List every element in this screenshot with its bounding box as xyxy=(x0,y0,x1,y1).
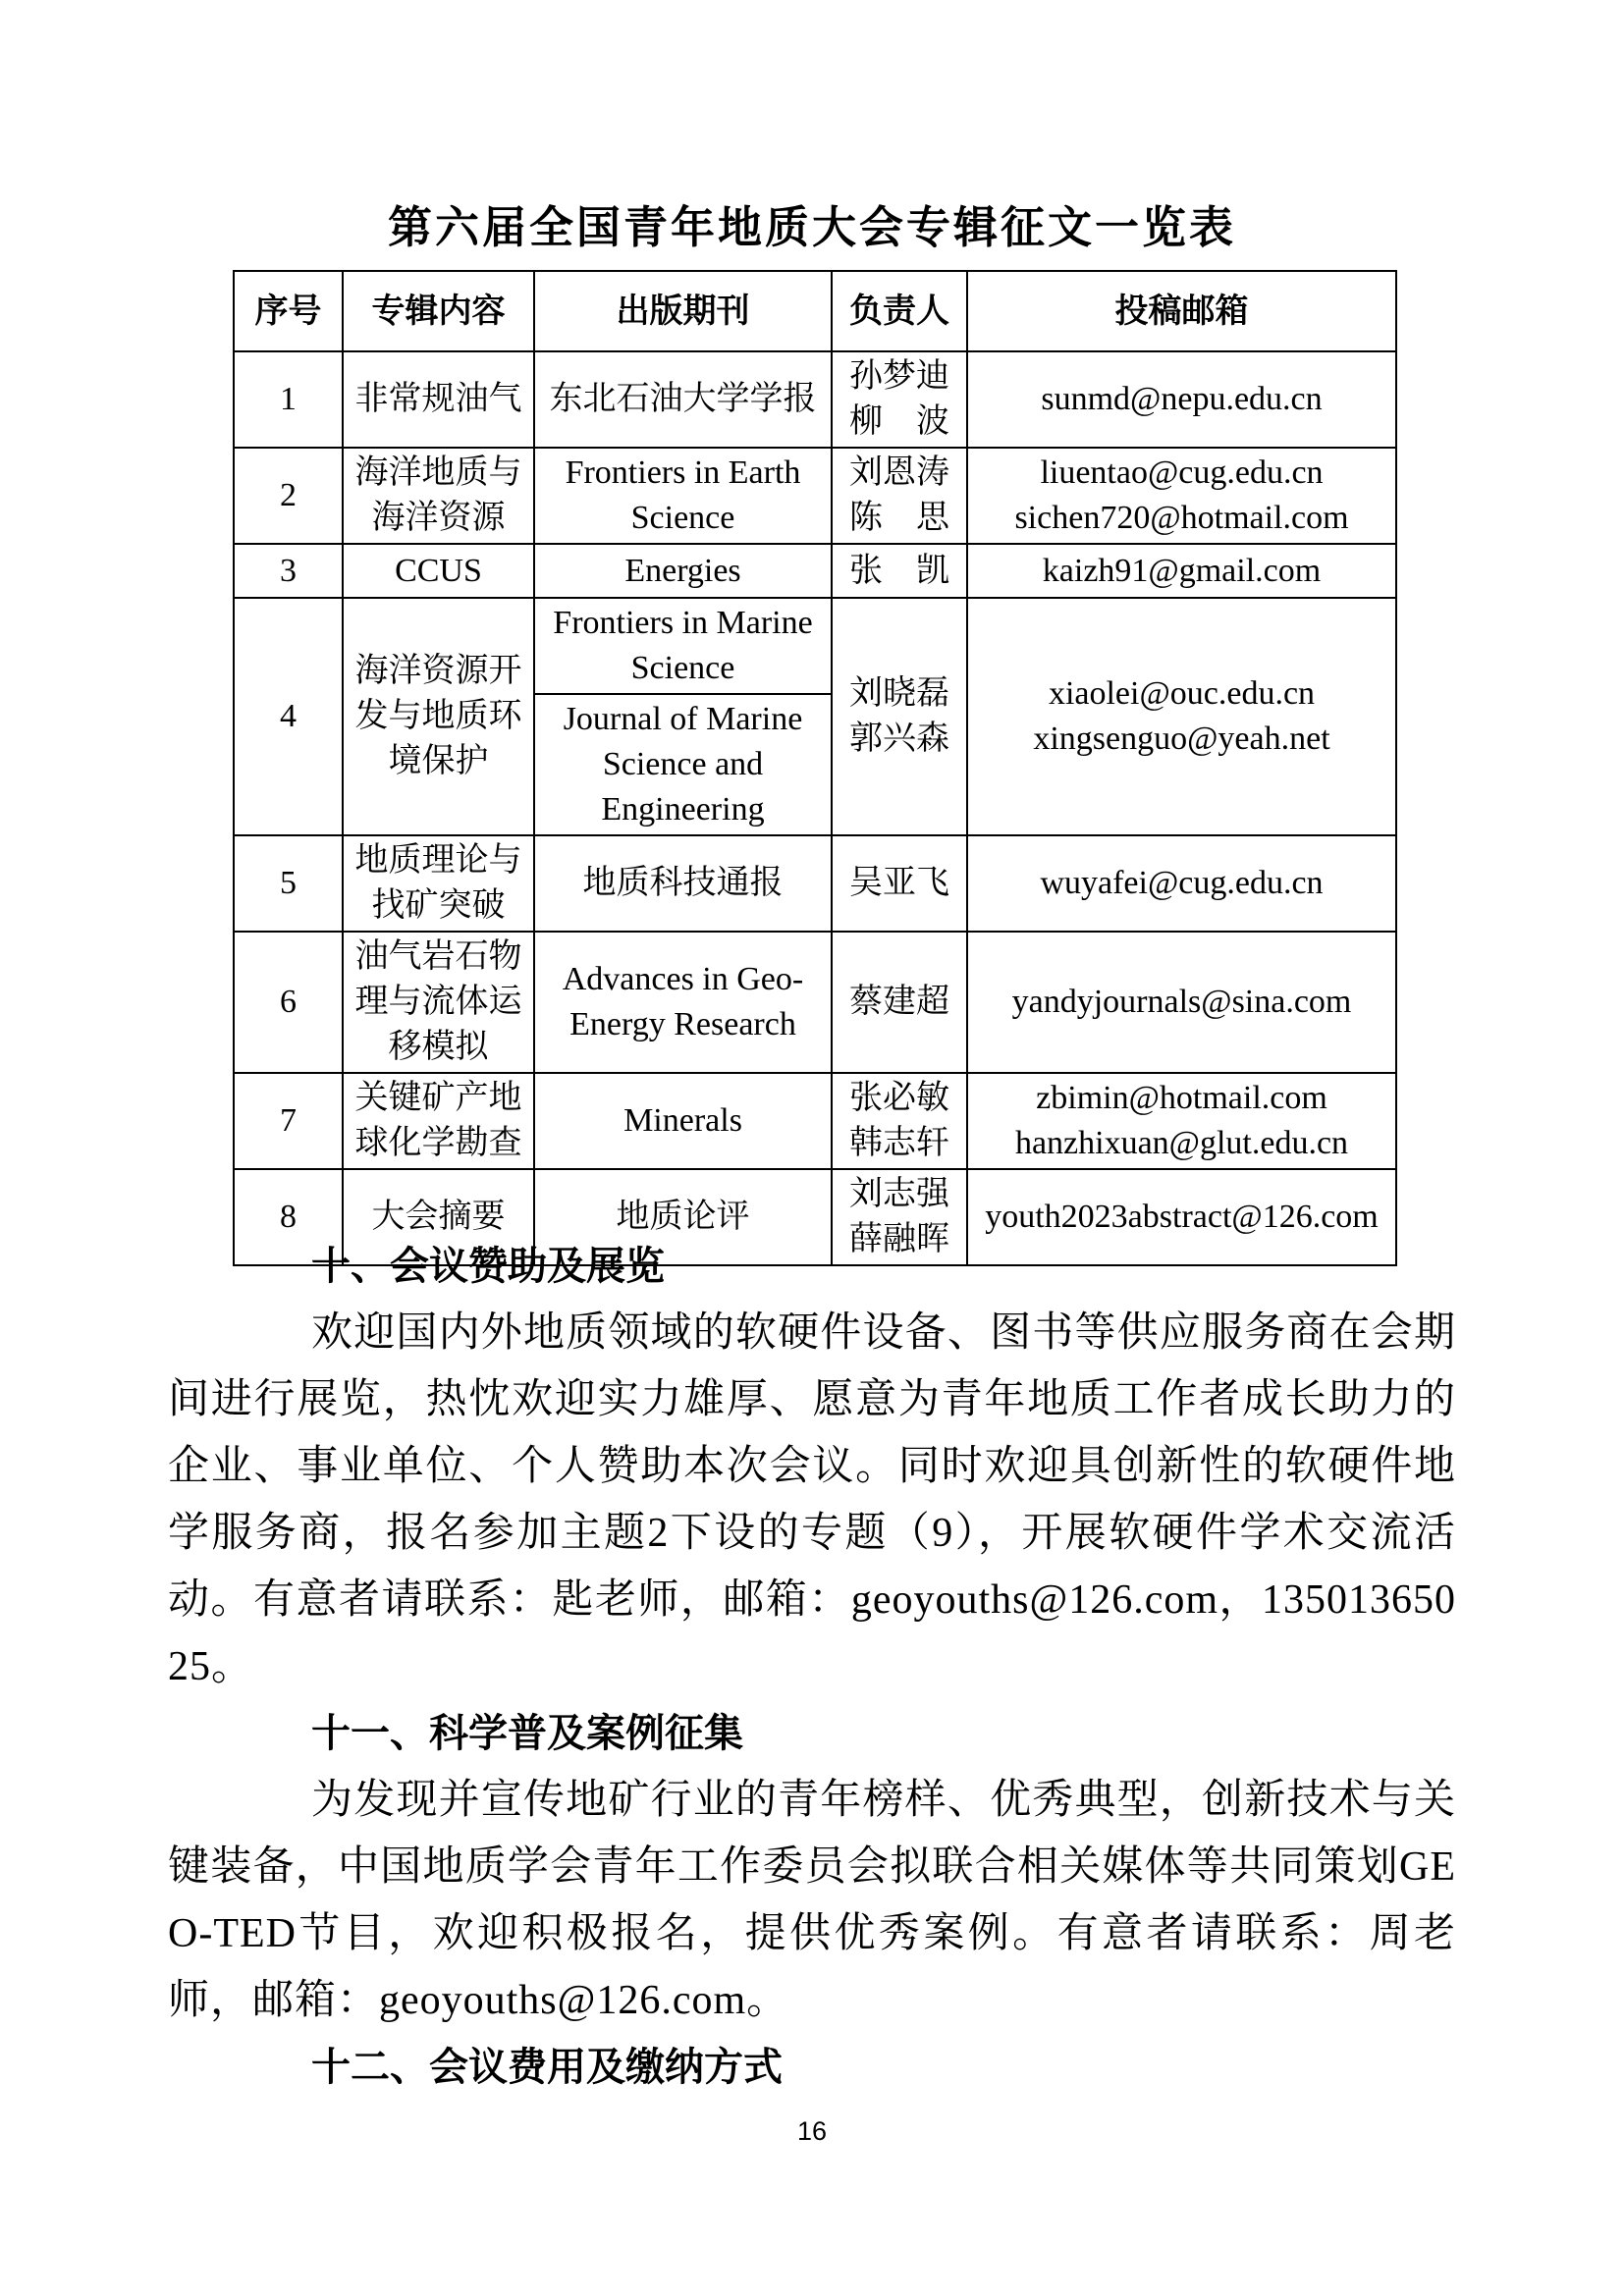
email-address: sunmd@nepu.edu.cn xyxy=(1041,381,1323,417)
journal-cell: Advances in Geo-Energy Research xyxy=(534,932,832,1073)
table-row xyxy=(234,835,1396,932)
body-text xyxy=(168,1233,1456,2101)
col-header-topic: 专辑内容 xyxy=(343,271,534,351)
journal-cell: 东北石油大学学报 xyxy=(534,351,832,448)
lead-cell xyxy=(832,835,967,932)
journal-cell: Minerals xyxy=(534,1073,832,1169)
section-paragraph-sponsorship: 欢迎国内外地质领域的软硬件设备、图书等供应服务商在会期间进行展览，热忱欢迎实力雄厚、愿意为青年地质工作者成长助力的企业、事业单位、个人赞助本次会议。同时欢迎具创新性的软硬件地学服务商，报名参加主题2下设的专题（9），开展软硬件学术交流活动。有意者请联系：匙老师，邮箱：geoyouths@126.com，13501365025。 xyxy=(168,1310,1456,1689)
col-header-journal: 出版期刊 xyxy=(534,271,832,351)
col-header-lead: 负责人 xyxy=(832,271,967,351)
topic-cell: 关键矿产地球化学勘查 xyxy=(343,1073,534,1169)
lead-name: 孙梦迪 xyxy=(849,358,949,395)
serial-cell: 4 xyxy=(234,598,343,835)
journal-cell: Journal of Marine Science and Engineering xyxy=(534,694,832,835)
serial-cell: 6 xyxy=(234,932,343,1073)
email-cell xyxy=(967,932,1396,1073)
topic-cell: 非常规油气 xyxy=(343,351,534,448)
table-row xyxy=(234,1073,1396,1169)
topic-cell: 海洋地质与海洋资源 xyxy=(343,448,534,544)
section-paragraph-science-popularization: 为发现并宣传地矿行业的青年榜样、优秀典型，创新技术与关键装备，中国地质学会青年工作委员会拟联合相关媒体等共同策划GEO-TED节目，欢迎积极报名，提供优秀案例。有意者请联系：周老师，邮箱：geoyouths@126.com。 xyxy=(168,1778,1456,2023)
topic-cell: 油气岩石物理与流体运移模拟 xyxy=(343,932,534,1073)
lead-name: 张 凯 xyxy=(849,552,949,589)
email-cell xyxy=(967,1073,1396,1169)
lead-name: 刘恩涛 xyxy=(849,454,949,491)
serial-cell: 1 xyxy=(234,351,343,448)
email-cell xyxy=(967,351,1396,448)
email-cell xyxy=(967,448,1396,544)
table-header-row xyxy=(234,271,1396,351)
email-address: hanzhixuan@glut.edu.cn xyxy=(1014,1125,1349,1161)
lead-name: 吴亚飞 xyxy=(849,865,949,901)
lead-name: 刘晓磊 xyxy=(849,675,949,712)
page-number: 16 xyxy=(796,2116,828,2146)
email-address: zbimin@hotmail.com xyxy=(1036,1080,1327,1116)
email-cell xyxy=(967,598,1396,835)
lead-cell xyxy=(832,932,967,1073)
lead-name: 陈 思 xyxy=(849,500,949,536)
table-row xyxy=(234,544,1396,598)
table-row xyxy=(234,598,1396,694)
topic-cell: 地质理论与找矿突破 xyxy=(343,835,534,932)
table-row xyxy=(234,932,1396,1073)
email-address: sichen720@hotmail.com xyxy=(1014,500,1349,536)
lead-name: 张必敏 xyxy=(849,1080,949,1116)
email-cell xyxy=(967,544,1396,598)
email-address: wuyafei@cug.edu.cn xyxy=(1040,865,1324,901)
topic-cell: 大会摘要 xyxy=(343,1169,534,1265)
section-heading-sponsorship: 十、会议赞助及展览 xyxy=(311,1245,665,1288)
journal-cell: 地质科技通报 xyxy=(534,835,832,932)
topic-cell: CCUS xyxy=(343,544,534,598)
journal-cell: Frontiers in Earth Science xyxy=(534,448,832,544)
email-address: yandyjournals@sina.com xyxy=(1011,984,1352,1020)
email-address: liuentao@cug.edu.cn xyxy=(1040,454,1324,491)
journal-cell: 地质论评 xyxy=(534,1169,832,1265)
col-header-serial: 序号 xyxy=(234,271,343,351)
lead-name: 刘志强 xyxy=(849,1176,949,1212)
email-address: xiaolei@ouc.edu.cn xyxy=(1048,675,1316,712)
serial-cell: 5 xyxy=(234,835,343,932)
lead-name: 韩志轩 xyxy=(849,1125,949,1161)
serial-cell: 8 xyxy=(234,1169,343,1265)
section-heading-fees: 十二、会议费用及缴纳方式 xyxy=(311,2046,783,2089)
serial-cell: 2 xyxy=(234,448,343,544)
table-row xyxy=(234,351,1396,448)
journal-cell: Energies xyxy=(534,544,832,598)
lead-cell xyxy=(832,351,967,448)
special-issues-table xyxy=(233,270,1397,1266)
page-title: 第六届全国青年地质大会专辑征文一览表 xyxy=(387,202,1236,252)
serial-cell: 3 xyxy=(234,544,343,598)
journal-cell: Frontiers in Marine Science xyxy=(534,598,832,694)
lead-name: 郭兴森 xyxy=(849,721,949,757)
serial-cell: 7 xyxy=(234,1073,343,1169)
email-address: kaizh91@gmail.com xyxy=(1042,552,1322,589)
lead-name: 薛融晖 xyxy=(849,1221,949,1257)
lead-name: 蔡建超 xyxy=(849,984,949,1020)
email-address: xingsenguo@yeah.net xyxy=(1033,721,1330,757)
lead-cell xyxy=(832,544,967,598)
email-address: youth2023abstract@126.com xyxy=(985,1199,1379,1235)
lead-name: 柳 波 xyxy=(849,403,949,440)
section-heading-science-popularization: 十一、科学普及案例征集 xyxy=(311,1712,743,1755)
email-cell xyxy=(967,835,1396,932)
lead-cell xyxy=(832,1073,967,1169)
lead-cell xyxy=(832,598,967,835)
lead-cell xyxy=(832,448,967,544)
col-header-email: 投稿邮箱 xyxy=(967,271,1396,351)
topic-cell: 海洋资源开发与地质环境保护 xyxy=(343,598,534,835)
table-row xyxy=(234,448,1396,544)
